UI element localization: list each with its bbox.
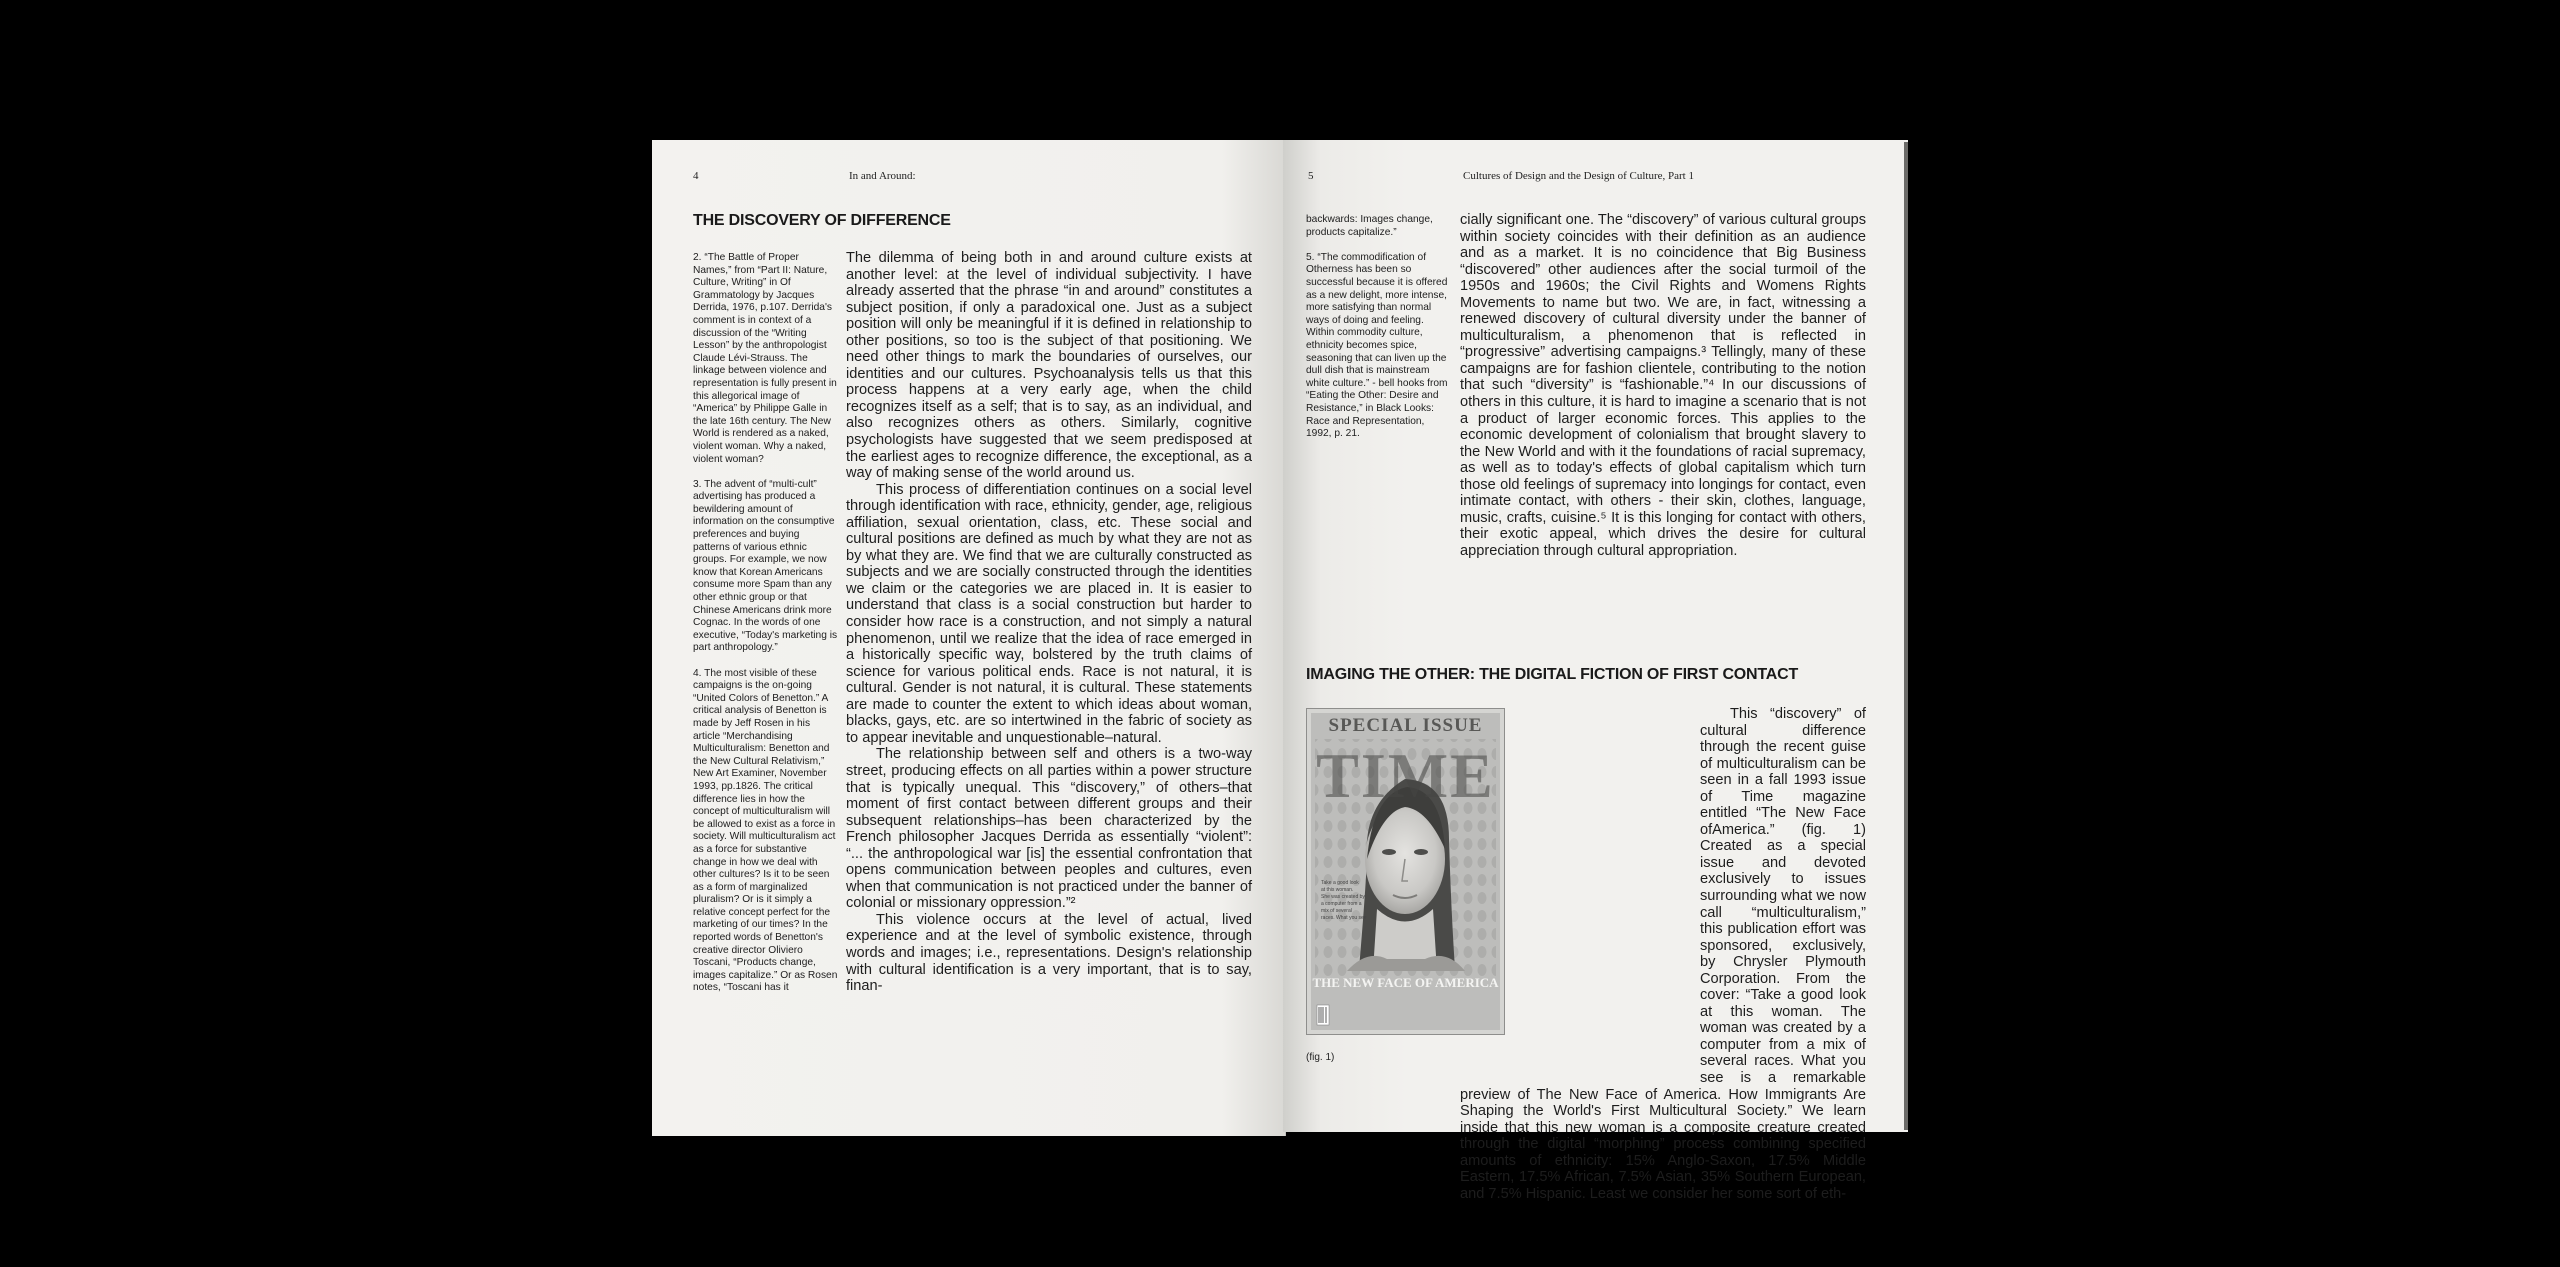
left-page [652,140,1285,1136]
figure-wrap-space [1460,706,1700,1086]
svg-text:at this woman.: at this woman. [1321,887,1354,893]
paragraph: This “discovery” of cultural difference through the recent guise of multiculturalism can be seen in a fall 1993 issue of Time magazine entitled “The New Face ofAmerica.” (fig. 1) Created as a special issue and devoted exclusively to issues surrounding what we now call “multiculturalism,” this publication effort was sponsored, exclusively, by Chrysler Plymouth Corporation. From the cover: “Take a good look at this woman. The woman was created by a computer from a mix of several races. What you see is a remarkable preview of The New Face of America. How Immigrants Are Shaping the World's First Multicultural Society.” We learn inside that this new woman is a composite creature created through the digital “morphing” process combining specified amounts of ethnicity: 15% Anglo-Saxon, 17.5% Middle Eastern, 17.5% African, 7.5% Asian, 35% Southern European, and 7.5% Hispanic. Least we consider her some sort of eth- [1460,706,1866,1202]
footnote: 4. The most visible of these campaigns is the on-going “United Colors of Benetton.” A critical analysis of Benetton is made by Jeff Rosen in his article “Merchandising Multiculturalism: Benetton and the New Cultural Relativism,” New Art Examiner, November 1993, pp.1826. The critical difference lies in how the concept of multiculturalism will be allowed to exist as a force in society. Will multiculturalism act as a force for substantive change in how we deal with other cultures? Is it to be seen as a form of marginalized pluralism? Or is it simply a relative concept perfect for the marketing of our times? In the reported words of Benetton's creative director Oliviero Toscani, “Products change, images capitalize.” Or as Rosen notes, “Toscani has it [693,667,838,994]
figure-caption: (fig. 1) [1306,1052,1335,1063]
paragraph: cially significant one. The “discovery” of various cultural groups within society coincides with their definition as an audience and as a market. It is no coincidence that Big Business “discovered” other audiences after the social turmoil of the 1950s and 1960s; the Civil Rights and Womens Rights Movements to name but two. We are, in fact, witnessing a renewed discovery of cultural diversity under the banner of multiculturalism, a phenomenon that is reflected in “progressive” advertising campaigns.³ Tellingly, many of these campaigns are for fashion clientele, contributing to the notion that such “diversity” is “fashionable.”⁴ In our discussions of others in this culture, it is hard to imagine a scenario that is not a product of larger economic forces. This applies to the economic development of colonialism that brought slavery to the New World and with it the foundations of racial supremacy, as well as to today's effects of global capitalism which turn those old feelings of supremacy into longings for contact, even intimate contact, with others - their skin, clothes, language, music, crafts, cuisine.⁵ It is this longing for contact with others, their exotic appeal, which drives the desire for cultural appreciation through cultural appropriation. [1460,212,1866,559]
footnotes-column [1306,214,1452,453]
svg-text:Take a good look: Take a good look [1321,880,1359,886]
page-edge [1904,142,1908,1130]
page-number: 4 [693,170,699,182]
footnote: backwards: Images change, products capitalize.” [1306,214,1433,238]
body-text [846,250,1252,1130]
svg-text:races. What you see: races. What you see [1321,915,1367,921]
section-heading: IMAGING THE OTHER: THE DIGITAL FICTION OF FIRST CONTACT [1306,666,1799,683]
paragraph: The dilemma of being both in and around culture exists at another level: at the level of individual subjectivity. I have already asserted that the phrase “in and around” constitutes a subject position, if only a paradoxical one. Just as a subject position will only be meaningful if it is defined in relationship to other positions, so too is the subject of that positioning. We need other things to mark the boundaries of ourselves, our identities and our cultures. Psychoanalysis tells us that this process happens at a very early age, when the child recognizes itself as a self; that is to say, as an individual, and also recognizes others as others. Similarly, cognitive psychologists have suggested that we seem predisposed at the earliest ages to recognize difference, the exceptional, as a way of making sense of the world around us. [846,250,1252,482]
cover-masthead: TIME [1316,740,1495,811]
page-number: 5 [1308,170,1314,182]
footnote: 2. “The Battle of Proper Names,” from “Part II: Nature, Culture, Writing” in Of Grammatology by Jacques Derrida, 1976, p.107. Derrida's comment is in context of a discussion of the “Writing Lesson” by the anthropologist Claude Lévi-Strauss. The linkage between violence and representation is fully present in this allegorical image of “America” by Philippe Galle in the late 16th century. The New World is rendered as a naked, violent woman. Why a naked, violent woman? [693,252,837,465]
section-heading: THE DISCOVERY OF DIFFERENCE [693,212,951,229]
cover-line: THE NEW FACE OF AMERICA [1312,975,1499,990]
footnotes-column [693,252,838,1008]
body-text-bottom [1460,706,1866,1202]
running-head: Cultures of Design and the Design of Culture, Part 1 [1463,170,1694,182]
footnote: 3. The advent of “multi-cult” advertising has produced a bewildering amount of information on the consumptive preferences and buying patterns of various ethnic groups. For example, we now know that Korean Americans consume more Spam than any other ethnic group or that Chinese Americans drink more Cognac. In the words of one executive, “Today's marketing is part anthropology.” [693,478,838,654]
paragraph: The relationship between self and others is a two-way street, producing effects on all parties within a power structure that is typically unequal. This “discovery,” of others–that moment of first contact between different groups and their subsequent relationships–has been characterized by the French philosopher Jacques Derrida as essentially “violent”: “... the anthropological war [is] the essential confrontation that opens communication between peoples and cultures, even when that communication is not practiced under the banner of colonial or missionary oppression.”² [846,746,1252,912]
right-page [1283,140,1908,1202]
running-head: In and Around: [849,170,916,182]
paragraph: This violence occurs at the level of actual, lived experience and at the level of symbolic existence, through words and images; i.e., representations. Design's relationship with cultural identification is a very important, that is to say, finan- [846,911,1252,995]
cover-banner: SPECIAL ISSUE [1328,715,1483,736]
body-text-top [1460,212,1866,772]
paragraph: This process of differentiation continues on a social level through identification with race, ethnicity, gender, age, religious affiliation, sexual orientation, class, etc. These social and cultural positions are defined as much by what they are not as by what they are. We find that we are culturally constructed as subjects and we are socially constructed through the identities we claim or the categories we are placed in. It is easier to understand that class is a social construction but harder to consider how race is a construction, and not simply a natural phenomenon, until we realize that the idea of race emerged in a historically specific way, bolstered by the truth claims of science for various political ends. Race is not natural, it is cultural. Gender is not natural, it is cultural. These statements are made to counter the extent to which ideas about woman, blacks, gays, etc. are so intertwined in the fabric of society as to appear inevitable and unquestionable–natural. [846,481,1252,746]
svg-text:a computer from a: a computer from a [1321,901,1362,907]
svg-text:mix of several: mix of several [1321,908,1352,914]
footnote: 5. “The commodification of Otherness has been so successful because it is offered as a new delight, more intense, more satisfying than normal ways of doing and feeling. Within commodity culture, ethnicity becomes spice, seasoning that can liven up the dull dish that is mainstream white culture.” - bell hooks from “Eating the Other: Desire and Resistance,” in Black Looks: Race and Representation, 1992, p. 21. [1306,251,1448,440]
svg-text:She was created by: She was created by [1321,894,1365,900]
